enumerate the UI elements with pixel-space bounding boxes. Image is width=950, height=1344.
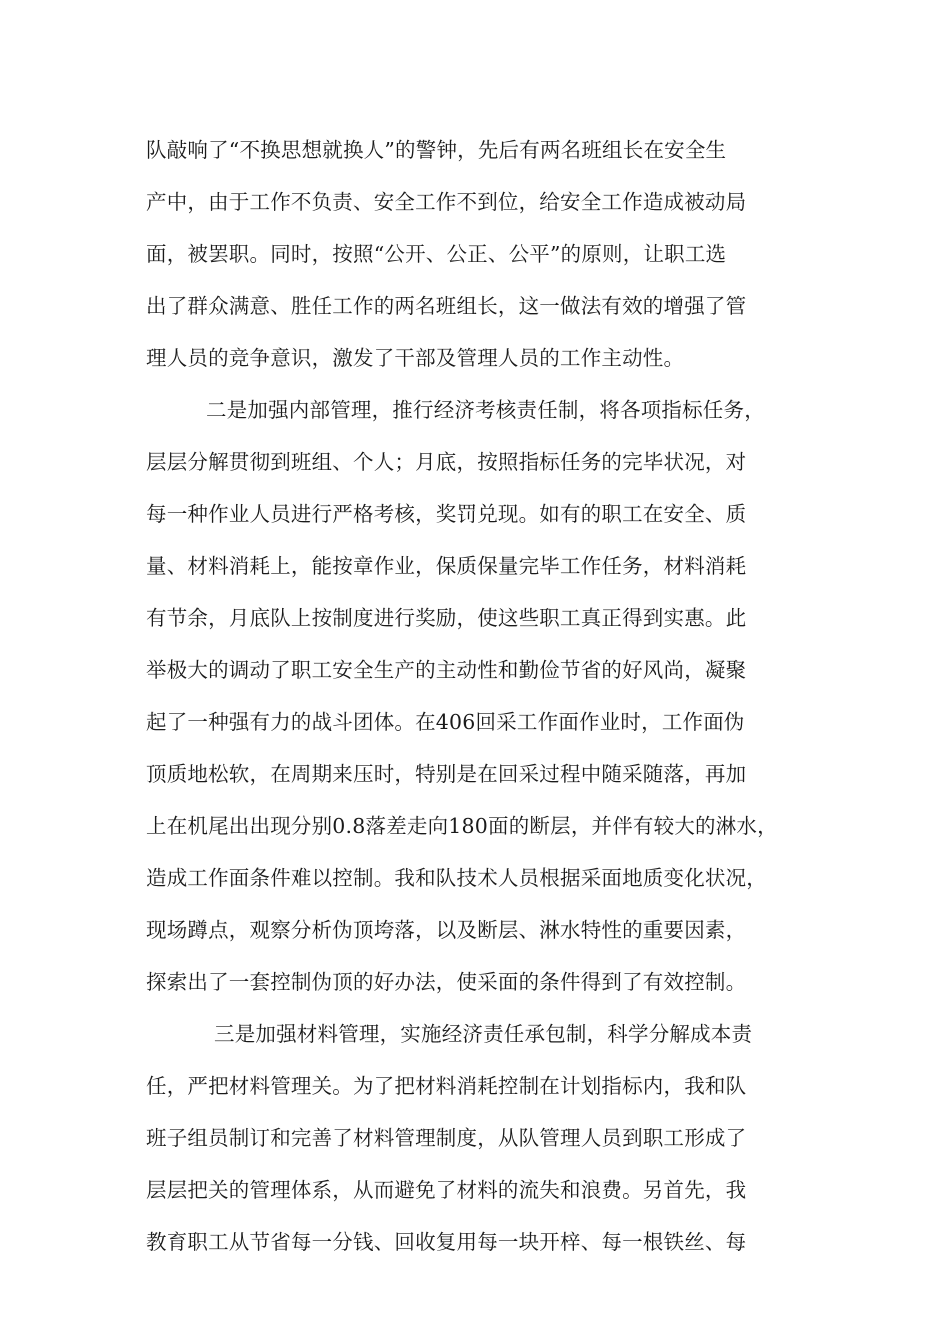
text-line: 班子组员制订和完善了材料管理制度，从队管理人员到职工形成了 xyxy=(146,1126,747,1150)
text-line: 现场蹲点，观察分析伪顶垮落，以及断层、淋水特性的重要因素， xyxy=(146,918,747,942)
text-line: 出了群众满意、胜任工作的两名班组长，这一做法有效的增强了管 xyxy=(146,294,747,318)
text-line: 上在机尾出出现分别0.8落差走向180面的断层，并伴有较大的淋水， xyxy=(146,814,778,838)
text-line: 层层分解贯彻到班组、个人；月底，按照指标任务的完毕状况，对 xyxy=(146,450,747,474)
text-line: 量、材料消耗上，能按章作业，保质保量完毕工作任务，材料消耗 xyxy=(146,554,747,578)
text-line: 有节余，月底队上按制度进行奖励，使这些职工真正得到实惠。此 xyxy=(146,606,747,630)
text-line: 每一种作业人员进行严格考核，奖罚兑现。如有的职工在安全、质 xyxy=(146,502,747,526)
text-line: 起了一种强有力的战斗团体。在406回采工作面作业时，工作面伪 xyxy=(146,710,745,734)
text-line: 产中，由于工作不负责、安全工作不到位，给安全工作造成被动局 xyxy=(146,190,747,214)
text-line: 任，严把材料管理关。为了把材料消耗控制在计划指标内，我和队 xyxy=(146,1074,747,1098)
text-line: 层层把关的管理体系，从而避免了材料的流失和浪费。另首先，我 xyxy=(146,1178,747,1202)
text-line: 举极大的调动了职工安全生产的主动性和勤俭节省的好风尚，凝聚 xyxy=(146,658,747,682)
text-line: 面，被罢职。同时，按照“公开、公正、公平”的原则，让职工选 xyxy=(146,242,727,266)
document-body xyxy=(146,130,806,1274)
text-line: 顶质地松软，在周期来压时，特别是在回采过程中随采随落，再加 xyxy=(146,762,747,786)
text-line: 队敲响了“不换思想就换人”的警钟，先后有两名班组长在安全生 xyxy=(146,138,727,162)
text-line: 造成工作面条件难以控制。我和队技术人员根据采面地质变化状况， xyxy=(146,866,767,890)
text-line: 探索出了一套控制伪顶的好办法，使采面的条件得到了有效控制。 xyxy=(146,970,747,994)
text-line: 理人员的竞争意识，激发了干部及管理人员的工作主动性。 xyxy=(146,346,685,370)
paragraph-start-line: 三是加强材料管理，实施经济责任承包制，科学分解成本责 xyxy=(214,1022,753,1046)
paragraph-start-line: 二是加强内部管理，推行经济考核责任制，将各项指标任务， xyxy=(206,398,765,422)
text-line: 教育职工从节省每一分钱、回收复用每一块开梓、每一根铁丝、每 xyxy=(146,1230,747,1254)
